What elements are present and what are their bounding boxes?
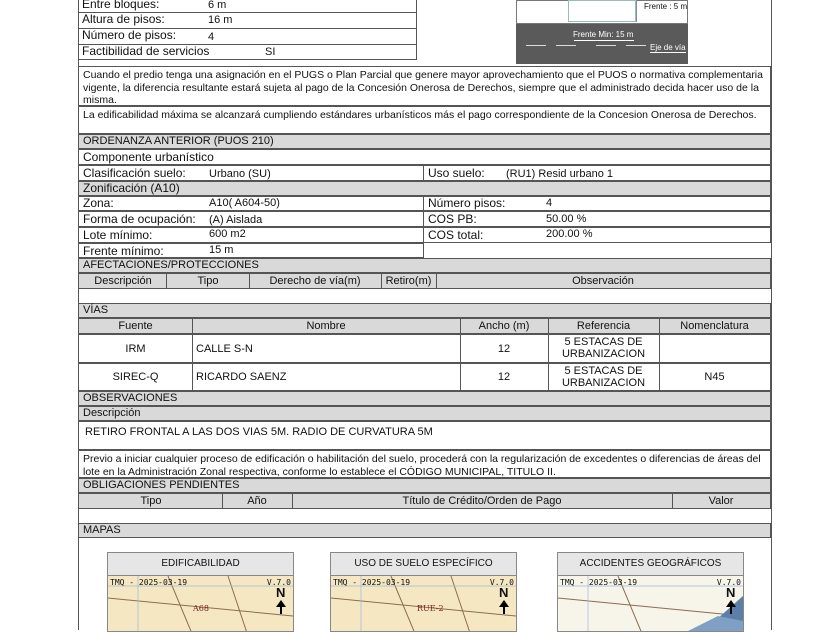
- page-right-border: [771, 0, 772, 630]
- clasificacion-cell: Clasificación suelo: Urbano (SU): [78, 165, 424, 181]
- obligaciones-columns: Tipo Año Título de Crédito/Orden de Pago Valor: [78, 493, 771, 509]
- row-label: Altura de pisos:: [82, 12, 165, 26]
- north-arrow-icon: N: [725, 588, 737, 612]
- zone-label: RUE-2: [417, 604, 444, 613]
- row-label: Factibilidad de servicios: [82, 44, 210, 58]
- obligaciones-header: OBLIGACIONES PENDIENTES: [78, 478, 771, 493]
- row-label: Número de pisos:: [82, 28, 177, 42]
- cos-total-cell: COS total: 200.00 %: [423, 227, 771, 243]
- col-tipo: Tipo: [197, 275, 219, 287]
- map-title: USO DE SUELO ESPECÍFICO: [331, 553, 516, 576]
- zona-cell: Zona: A10( A604-50): [78, 196, 424, 211]
- map-title: ACCIDENTES GEOGRÁFICOS: [558, 553, 743, 576]
- row-value: 16 m: [208, 14, 233, 26]
- lot-diagram: [516, 0, 688, 64]
- frente-cell: Frente mínimo: 15 m: [78, 243, 424, 258]
- previo-note-box: [78, 450, 771, 478]
- frente-label: Frente : 5 m: [644, 2, 688, 11]
- retiro-row: RETIRO FRONTAL A LAS DOS VIAS 5M. RADIO DE CURVATURA 5M: [78, 421, 771, 450]
- north-arrow-icon: N: [498, 588, 510, 612]
- map-stamp: TMQ - 2025-03-19: [110, 578, 188, 587]
- map-edificabilidad[interactable]: [107, 552, 294, 632]
- row-label: Entre bloques:: [82, 0, 160, 11]
- map-accidentes[interactable]: [557, 552, 744, 632]
- edificabilidad-note-box: [78, 106, 771, 134]
- map-version: V.7.0: [266, 578, 291, 587]
- map-version: V.7.0: [716, 578, 741, 587]
- previo-note: Previo a iniciar cualquier proceso de edificación o habilitación del suelo, procederá con la regularización de excedentes o diferencias de áreas del lote en la Administración Zonal respectiva, conforme lo establece el CÓDIGO MUNICIPAL, TITULO II.: [83, 453, 761, 478]
- edificabilidad-note: La edificabilidad máxima se alcanzará cumpliendo estándares urbanísticos más el pago correspondiente de la Concesion Onerosa de Derechos.: [83, 109, 757, 121]
- afectaciones-header: AFECTACIONES/PROTECCIONES: [78, 258, 771, 273]
- observaciones-header: OBSERVACIONES: [78, 391, 771, 406]
- pugs-note: Cuando el predio tenga una asignación en el PUGS o Plan Parcial que genere mayor aprovechamiento que el PUOS o normativa complementaria vigente, la diferencia resultante estará sujeta al pago de la Concesión Onerosa de Derechos, siempre que el administrado decida hacer uso de la misma.: [83, 69, 763, 106]
- vias-columns: Fuente Nombre Ancho (m) Referencia Nomenclatura: [78, 318, 771, 334]
- zone-label: A68: [193, 604, 209, 613]
- col-descripcion: Descripción: [94, 275, 152, 287]
- descripcion-header: Descripción: [78, 406, 771, 421]
- lote-cell: Lote mínimo: 600 m2: [78, 227, 424, 243]
- map-title: EDIFICABILIDAD: [108, 553, 293, 576]
- forma-cell: Forma de ocupación: (A) Aislada: [78, 211, 424, 227]
- zonificacion-row: Zonificación (A10): [78, 181, 771, 196]
- col-retiro: Retiro(m): [385, 275, 432, 287]
- col-derecho: Derecho de vía(m): [269, 275, 361, 287]
- table-row: SIREC-Q RICARDO SAENZ 12 5 ESTACAS DE URBANIZACION N45: [78, 363, 771, 391]
- vias-header: VÍAS: [78, 303, 771, 318]
- uso-cell: Uso suelo: (RU1) Resid urbano 1: [423, 165, 771, 181]
- afectaciones-columns: [78, 273, 771, 289]
- pugs-note-box: [78, 66, 771, 106]
- eje-via-label: Eje de vía: [650, 43, 686, 52]
- col-observacion: Observación: [572, 275, 634, 287]
- table-row: IRM CALLE S-N 12 5 ESTACAS DE URBANIZACION: [78, 334, 771, 363]
- row-value: 4: [208, 31, 215, 43]
- num-pisos-cell: Número pisos: 4: [423, 196, 771, 211]
- ordenanza-header: ORDENANZA ANTERIOR (PUOS 210): [78, 134, 771, 149]
- map-uso-suelo[interactable]: [330, 552, 517, 632]
- row-value: 6 m: [208, 0, 227, 11]
- north-arrow-icon: N: [275, 588, 287, 612]
- frente-min-label: Frente Min: 15 m: [573, 30, 634, 39]
- map-version: V.7.0: [489, 578, 514, 587]
- map-stamp: TMQ - 2025-03-19: [560, 578, 638, 587]
- componente-row: Componente urbanístico: [78, 149, 771, 165]
- map-stamp: TMQ - 2025-03-19: [333, 578, 411, 587]
- cos-pb-cell: COS PB: 50.00 %: [423, 211, 771, 227]
- mapas-header: MAPAS: [78, 523, 771, 538]
- row-value: SI: [265, 46, 276, 58]
